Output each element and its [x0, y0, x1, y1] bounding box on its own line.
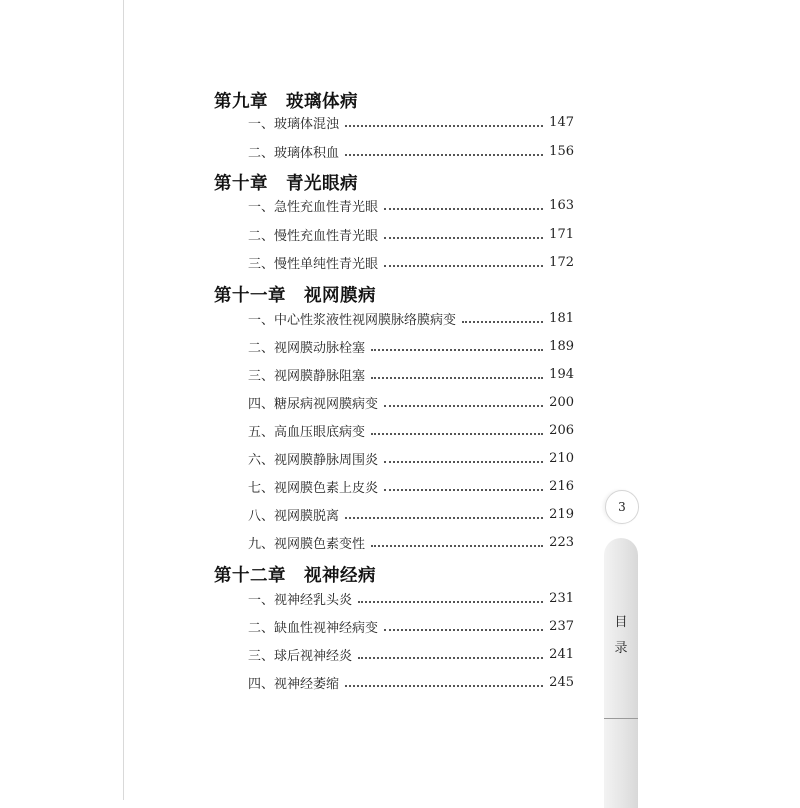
entry-page: 147 — [549, 114, 574, 130]
entry-label: 四、糖尿病视网膜病变 — [248, 396, 379, 412]
entry-label: 三、视网膜静脉阻塞 — [248, 368, 366, 384]
entry-page: 237 — [549, 618, 574, 634]
entry-page: 189 — [549, 338, 574, 354]
dot-leader — [371, 432, 543, 435]
toc-entry[interactable] — [248, 224, 574, 244]
chapter-heading — [214, 562, 376, 587]
entry-label: 二、缺血性视神经病变 — [248, 620, 379, 636]
chapter-number: 第十一章 — [214, 286, 286, 306]
toc-entry[interactable] — [248, 420, 574, 440]
dot-leader — [384, 488, 543, 491]
toc-entry[interactable] — [248, 336, 574, 356]
chapter-title: 视网膜病 — [304, 286, 376, 306]
dot-leader — [462, 320, 543, 323]
entry-label: 二、慢性充血性青光眼 — [248, 228, 379, 244]
entry-page: 231 — [549, 590, 574, 606]
toc-entry[interactable] — [248, 504, 574, 524]
page-number: 3 — [618, 500, 626, 514]
dot-leader — [358, 656, 543, 659]
entry-label: 八、视网膜脱离 — [248, 508, 340, 524]
dot-leader — [384, 628, 543, 631]
toc-entry[interactable] — [248, 141, 574, 161]
entry-label: 三、球后视神经炎 — [248, 648, 353, 664]
entry-label: 三、慢性单纯性青光眼 — [248, 256, 379, 272]
toc-entry[interactable] — [248, 588, 574, 608]
dot-leader — [358, 600, 543, 603]
entry-page: 245 — [549, 674, 574, 690]
entry-label: 一、视神经乳头炎 — [248, 592, 353, 608]
dot-leader — [345, 684, 543, 687]
dot-leader — [384, 207, 543, 210]
dot-leader — [371, 544, 543, 547]
entry-page: 171 — [549, 226, 574, 242]
dot-leader — [384, 236, 543, 239]
toc-entry[interactable] — [248, 476, 574, 496]
dot-leader — [384, 460, 543, 463]
entry-page: 181 — [549, 310, 574, 326]
side-tab-divider — [604, 718, 638, 719]
chapter-number: 第十章 — [214, 174, 268, 194]
entry-label: 二、视网膜动脉栓塞 — [248, 340, 366, 356]
dot-leader — [345, 516, 543, 519]
chapter-heading — [214, 88, 358, 113]
entry-page: 241 — [549, 646, 574, 662]
dot-leader — [345, 153, 543, 156]
toc-entry[interactable] — [248, 252, 574, 272]
toc-entry[interactable] — [248, 672, 574, 692]
entry-page: 172 — [549, 254, 574, 270]
page-number-badge — [605, 490, 639, 524]
chapter-number: 第九章 — [214, 92, 268, 112]
entry-page: 200 — [549, 394, 574, 410]
entry-page: 163 — [549, 197, 574, 213]
entry-page: 194 — [549, 366, 574, 382]
entry-label: 四、视神经萎缩 — [248, 676, 340, 692]
toc-entry[interactable] — [248, 308, 574, 328]
dot-leader — [384, 404, 543, 407]
toc-entry[interactable] — [248, 448, 574, 468]
entry-page: 210 — [549, 450, 574, 466]
entry-page: 206 — [549, 422, 574, 438]
side-tab-title — [604, 610, 638, 662]
entry-label: 一、玻璃体混浊 — [248, 116, 340, 132]
dot-leader — [371, 376, 543, 379]
entry-label: 九、视网膜色素变性 — [248, 536, 366, 552]
toc-entry[interactable] — [248, 532, 574, 552]
chapter-number: 第十二章 — [214, 566, 286, 586]
dot-leader — [345, 124, 543, 127]
chapter-title: 玻璃体病 — [286, 92, 358, 112]
toc-entry[interactable] — [248, 112, 574, 132]
entry-page: 216 — [549, 478, 574, 494]
dot-leader — [384, 264, 543, 267]
toc-entry[interactable] — [248, 616, 574, 636]
toc-entry[interactable] — [248, 644, 574, 664]
entry-page: 223 — [549, 534, 574, 550]
entry-label: 五、高血压眼底病变 — [248, 424, 366, 440]
entry-label: 二、玻璃体积血 — [248, 145, 340, 161]
entry-label: 七、视网膜色素上皮炎 — [248, 480, 379, 496]
side-tab-char: 录 — [614, 641, 628, 656]
toc-entry[interactable] — [248, 364, 574, 384]
entry-label: 一、中心性浆液性视网膜脉络膜病变 — [248, 312, 457, 328]
dot-leader — [371, 348, 543, 351]
entry-page: 156 — [549, 143, 574, 159]
entry-page: 219 — [549, 506, 574, 522]
entry-label: 六、视网膜静脉周围炎 — [248, 452, 379, 468]
entry-label: 一、急性充血性青光眼 — [248, 199, 379, 215]
chapter-title: 视神经病 — [304, 566, 376, 586]
toc-entry[interactable] — [248, 195, 574, 215]
toc-entry[interactable] — [248, 392, 574, 412]
chapter-heading — [214, 282, 376, 307]
chapter-heading — [214, 170, 358, 195]
side-tab-char: 目 — [614, 615, 628, 630]
section-side-tab — [604, 538, 638, 808]
chapter-title: 青光眼病 — [286, 174, 358, 194]
